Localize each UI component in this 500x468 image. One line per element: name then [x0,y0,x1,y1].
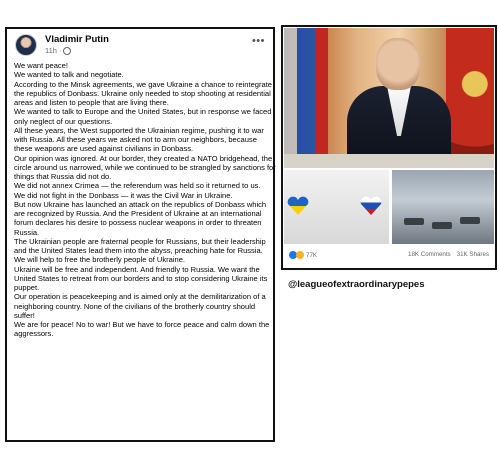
tank-icon [460,217,480,224]
tank-icon [432,222,452,229]
post-author[interactable]: Vladimir Putin [45,34,109,45]
media-thumbnails [284,170,494,244]
post-body [14,61,276,339]
thumbnail-tanks[interactable] [392,170,494,244]
post-paragraph: All these years, the West supported the Ukrainian regime, pushing it to war with Russia. All these years we asked not to arm our neighbors, because these weapons are used against civilians in Donbass. [14,125,264,154]
post-paragraph: We will help to free the brotherly people of Ukraine. [14,255,186,265]
video-frame[interactable] [284,28,494,168]
thumbnail-hearts[interactable] [284,170,389,244]
reactions-count: 77K [306,251,318,259]
post-paragraph: We did not annex Crimea — the referendum was held so it returned to us. [14,181,261,191]
russian-flag-image [284,28,328,168]
globe-icon [63,47,71,55]
comments-count[interactable]: 18K Comments [408,251,451,258]
post-paragraph: Our operation is peacekeeping and is aimed only at the demilitarization of a neighboring country. None of the civilians of the brotherly country should suffer! [14,292,266,320]
post-paragraph: We are for peace! No to war! But we have to force peace and calm down the aggressors. [14,320,270,339]
reaction-row [289,251,489,263]
post-paragraph: According to the Minsk agreements, we gave Ukraine a chance to reintegrate the republics of Donbass. Ukraine only needed to stop shooting at residential areas and listen to people that are living there. [14,79,272,107]
facebook-post-card [5,27,275,442]
shares-count[interactable]: 31K Shares [456,251,489,258]
post-meta: 11h · [45,46,71,55]
post-paragraph: We wanted to talk and negotiate. [14,70,124,80]
avatar[interactable] [15,34,37,56]
post-paragraph: But now Ukraine has launched an attack on the republics of Donbass which are recognized by Russia. And the President of Ukraine at an international forum declares his desire to possess nuclear weapons in order to threaten Russia. [14,199,267,237]
presidential-standard-image [446,28,494,168]
sad-icon [296,251,304,259]
watermark: @leagueofextraordinarypepes [288,279,425,290]
post-paragraph: We want peace! [14,61,68,70]
desk [284,154,494,168]
media-post-card [281,25,497,270]
post-paragraph: The Ukrainian people are fraternal people for Russians, but their leadership and the United States lead them into the abyss, preaching hate for Russia. [14,236,266,255]
post-stats [408,251,489,258]
post-paragraph: We did not fight in the Donbass — it was the Civil War in Ukraine. [14,190,233,200]
post-paragraph: Ukraine will be free and independent. And friendly to Russia. We want the United States to retreat from our borders and to stop considering Ukraine its puppet. [14,264,268,292]
post-paragraph: Our opinion was ignored. At our border, they created a NATO bridgehead, the circle around us narrowed, while we continued to be strangled by sanctions for things that Russia did not do. [14,153,276,181]
speaker-head [376,38,420,90]
reactions[interactable] [289,251,317,259]
ukraine-heart-icon [287,196,309,216]
post-time[interactable]: 11h [45,46,57,55]
russia-heart-icon [360,196,382,216]
more-horizontal-icon[interactable]: ••• [251,35,265,47]
post-paragraph: We wanted to talk to Europe and the United States, but in response we faced only neglect of our questions. [14,107,272,126]
tank-icon [404,218,424,225]
post-header [15,33,265,63]
